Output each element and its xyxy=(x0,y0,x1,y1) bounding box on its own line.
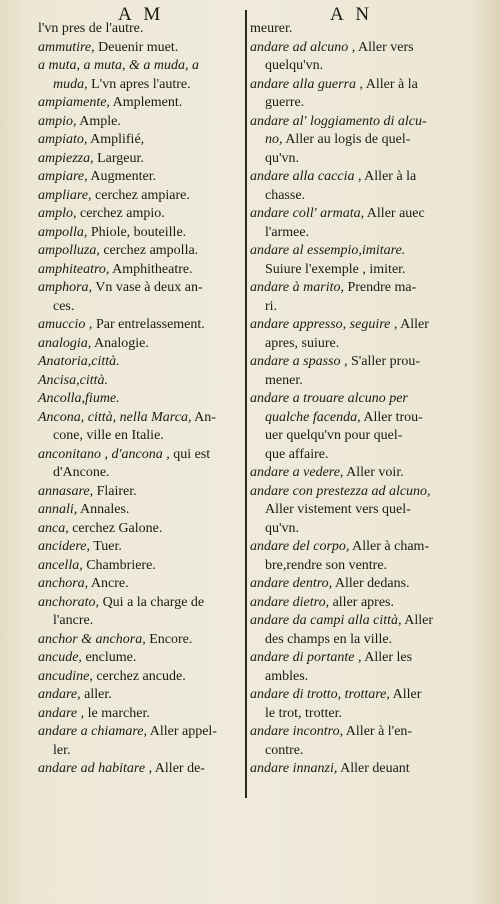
definition-text: Tuer. xyxy=(89,539,122,554)
headword: anchora, xyxy=(38,576,89,591)
definition-text: An- xyxy=(191,409,216,425)
dictionary-line xyxy=(250,649,455,668)
dictionary-line xyxy=(38,279,243,298)
definition-text: Prendre ma- xyxy=(343,280,417,295)
headword: andare del corpo, xyxy=(250,539,350,554)
running-head-right: A N xyxy=(330,4,374,25)
definition-text: aller. xyxy=(80,687,112,702)
dictionary-line xyxy=(38,372,243,391)
dictionary-line xyxy=(38,39,243,58)
definition-text: qu'vn. xyxy=(265,150,300,166)
dictionary-line xyxy=(250,335,455,354)
definition-text: le marcher. xyxy=(84,705,150,721)
definition-text: mener. xyxy=(265,372,303,388)
dictionary-line xyxy=(250,520,455,539)
column-divider xyxy=(245,10,247,798)
dictionary-line xyxy=(250,538,455,557)
dictionary-line xyxy=(38,298,243,317)
dictionary-line xyxy=(250,575,455,594)
dictionary-line xyxy=(250,631,455,650)
definition-text: Flairer. xyxy=(93,483,137,499)
definition-text: Aller à cham- xyxy=(349,539,430,554)
dictionary-line xyxy=(38,742,243,761)
headword: analogia, xyxy=(38,335,92,351)
left-column xyxy=(38,20,243,779)
headword: amphora, xyxy=(38,280,93,295)
dictionary-line xyxy=(250,261,455,280)
dictionary-line xyxy=(38,224,243,243)
dictionary-line xyxy=(250,205,455,224)
headword: qualche facenda, xyxy=(265,409,361,425)
dictionary-line xyxy=(250,113,455,132)
headword: andare di trotto, trottare, xyxy=(250,687,390,702)
definition-text: Aller vistement vers quel- xyxy=(265,502,411,517)
headword: andare dietro, xyxy=(250,594,330,610)
definition-text: Aller voir. xyxy=(343,465,404,480)
dictionary-line xyxy=(38,575,243,594)
dictionary-line xyxy=(250,390,455,409)
definition-text: cerchez ancude. xyxy=(92,668,186,684)
definition-text: d'Ancone. xyxy=(53,465,110,480)
definition-text: ri. xyxy=(265,298,278,314)
definition-text: Phiole, bouteille. xyxy=(87,224,187,240)
definition-text: Ancre. xyxy=(88,576,129,591)
dictionary-line xyxy=(38,427,243,446)
dictionary-line xyxy=(38,483,243,502)
dictionary-line xyxy=(250,668,455,687)
dictionary-line xyxy=(250,39,455,58)
dictionary-line xyxy=(38,131,243,150)
dictionary-line xyxy=(250,612,455,631)
headword: ancidere, xyxy=(38,539,90,554)
dictionary-line xyxy=(250,316,455,335)
headword: a muta, a muta, & a muda, a xyxy=(38,58,199,73)
dictionary-line xyxy=(38,686,243,705)
dictionary-line xyxy=(38,168,243,187)
definition-text: uer quelqu'vn pour quel- xyxy=(265,428,403,443)
dictionary-line xyxy=(250,242,455,261)
definition-text: ces. xyxy=(53,298,75,314)
dictionary-line xyxy=(38,723,243,742)
headword: andare a spasso , xyxy=(250,354,348,369)
dictionary-line xyxy=(38,335,243,354)
definition-text: Aller au logis de quel- xyxy=(282,132,411,147)
definition-text: ambles. xyxy=(265,668,309,684)
headword: andare dentro, xyxy=(250,576,333,591)
dictionary-line xyxy=(38,594,243,613)
dictionary-line xyxy=(38,205,243,224)
headword: ampiare, xyxy=(38,169,88,184)
headword: ammutire, xyxy=(38,39,95,55)
definition-text: Par entrelassement. xyxy=(92,317,205,332)
headword: andare alla guerra , xyxy=(250,76,364,92)
definition-text: Ample. xyxy=(76,113,121,129)
definition-text: Annales. xyxy=(77,502,130,517)
definition-text: cerchez ampolla. xyxy=(99,243,199,258)
headword: andare al essempio,imitare. xyxy=(250,243,406,258)
headword: andare à marito, xyxy=(250,280,344,295)
dictionary-line xyxy=(38,409,243,428)
definition-text: S'aller prou- xyxy=(347,354,421,369)
headword: andare a chiamare, xyxy=(38,724,147,739)
headword: Ancisa,città. xyxy=(38,372,108,388)
dictionary-line xyxy=(250,464,455,483)
dictionary-line xyxy=(250,224,455,243)
definition-text: l'ancre. xyxy=(53,613,94,628)
definition-text: Vn vase à deux an- xyxy=(92,280,203,295)
headword: andare di portante , xyxy=(250,650,362,665)
dictionary-line xyxy=(38,705,243,724)
headword: ampolla, xyxy=(38,224,88,240)
definition-text: Largeur. xyxy=(93,150,144,166)
headword: anconitano , d'ancona , xyxy=(38,446,170,462)
dictionary-line xyxy=(38,557,243,576)
dictionary-line xyxy=(250,76,455,95)
dictionary-line xyxy=(250,20,455,39)
definition-text: cerchez ampio. xyxy=(76,206,165,221)
headword: andare innanzi, xyxy=(250,761,338,776)
headword: ampiamente, xyxy=(38,95,110,110)
definition-text: apres, suiure. xyxy=(265,335,340,351)
definition-text: Aller de- xyxy=(152,761,205,776)
dictionary-line xyxy=(250,501,455,520)
definition-text: Analogie. xyxy=(91,335,149,351)
definition-text: cerchez Galone. xyxy=(68,520,163,536)
dictionary-line xyxy=(250,686,455,705)
dictionary-line xyxy=(250,427,455,446)
headword: annali, xyxy=(38,502,78,517)
definition-text: l'armee. xyxy=(265,224,310,240)
headword: andare ad alcuno , xyxy=(250,39,356,55)
definition-text: Aller deuant xyxy=(337,761,410,776)
definition-text: Aller xyxy=(401,613,434,628)
dictionary-line xyxy=(250,372,455,391)
dictionary-line xyxy=(38,612,243,631)
definition-text: Aller à l'en- xyxy=(343,724,413,739)
headword: ampio, xyxy=(38,113,77,129)
definition-text: aller apres. xyxy=(329,594,394,610)
headword: andare con prestezza ad alcuno, xyxy=(250,483,431,499)
definition-text: ler. xyxy=(53,742,71,758)
definition-text: Aller trou- xyxy=(360,409,423,425)
dictionary-line xyxy=(38,390,243,409)
dictionary-line xyxy=(38,150,243,169)
dictionary-line xyxy=(38,464,243,483)
dictionary-line xyxy=(38,538,243,557)
definition-text: Aller à la xyxy=(361,169,417,184)
dictionary-line xyxy=(250,409,455,428)
dictionary-line xyxy=(250,760,455,779)
definition-text: Aller à la xyxy=(363,76,418,92)
dictionary-line xyxy=(38,261,243,280)
headword: anchorato, xyxy=(38,594,100,610)
headword: amuccio , xyxy=(38,317,93,332)
headword: Ancona, città, nella Marca, xyxy=(38,409,192,425)
definition-text: le trot, trotter. xyxy=(265,705,342,721)
headword: ancudine, xyxy=(38,668,93,684)
headword: no, xyxy=(265,132,283,147)
definition-text: Aller les xyxy=(361,650,413,665)
definition-text: qu'vn. xyxy=(265,520,300,536)
dictionary-line xyxy=(250,723,455,742)
dictionary-line xyxy=(38,57,243,76)
definition-text: Aller dedans. xyxy=(332,576,410,591)
dictionary-line xyxy=(38,316,243,335)
dictionary-line xyxy=(250,150,455,169)
definition-text: Amplifié, xyxy=(87,132,145,147)
definition-text: des champs en la ville. xyxy=(265,631,393,647)
dictionary-line xyxy=(250,446,455,465)
definition-text: quelqu'vn. xyxy=(265,58,324,73)
dictionary-line xyxy=(250,594,455,613)
headword: anchor & anchora, xyxy=(38,631,146,647)
definition-text: L'vn apres l'autre. xyxy=(87,76,191,92)
headword: andare coll' armata, xyxy=(250,206,365,221)
definition-text: cerchez ampiare. xyxy=(91,187,190,203)
dictionary-line xyxy=(250,557,455,576)
definition-text: bre,rendre son ventre. xyxy=(265,557,388,573)
dictionary-line xyxy=(38,446,243,465)
dictionary-line xyxy=(38,649,243,668)
definition-text: cone, ville en Italie. xyxy=(53,428,164,443)
headword: andare appresso, seguire , xyxy=(250,317,398,332)
headword: ancude, xyxy=(38,650,82,665)
definition-text: Aller auec xyxy=(364,206,425,221)
headword: andare da campi alla città, xyxy=(250,613,402,628)
definition-text: qui est xyxy=(169,446,211,462)
definition-text: Aller vers xyxy=(355,39,414,55)
headword: ampiezza, xyxy=(38,150,94,166)
definition-text: Qui a la charge de xyxy=(99,594,205,610)
headword: andare , xyxy=(38,705,85,721)
headword: andare a vedere, xyxy=(250,465,344,480)
definition-text: Amplement. xyxy=(109,95,183,110)
dictionary-line xyxy=(250,353,455,372)
dictionary-line xyxy=(250,168,455,187)
definition-text: contre. xyxy=(265,742,304,758)
dictionary-line xyxy=(250,483,455,502)
dictionary-line xyxy=(38,501,243,520)
headword: Ancolla,fiume. xyxy=(38,391,120,406)
dictionary-line xyxy=(38,353,243,372)
headword: annasare, xyxy=(38,483,94,499)
dictionary-line xyxy=(250,187,455,206)
headword: andare alla caccia , xyxy=(250,169,362,184)
dictionary-line xyxy=(38,520,243,539)
dictionary-line xyxy=(250,279,455,298)
dictionary-line xyxy=(250,742,455,761)
dictionary-line xyxy=(38,760,243,779)
headword: Anatoria,città. xyxy=(38,354,120,369)
definition-text: enclume. xyxy=(81,650,137,665)
definition-text: l'vn pres de l'autre. xyxy=(38,21,144,36)
definition-text: guerre. xyxy=(265,95,305,110)
dictionary-line xyxy=(38,668,243,687)
definition-text: que affaire. xyxy=(265,446,329,462)
dictionary-line xyxy=(250,94,455,113)
headword: ampolluza, xyxy=(38,243,100,258)
headword: amphiteatro, xyxy=(38,261,110,277)
dictionary-line xyxy=(38,20,243,39)
headword: andare ad habitare , xyxy=(38,761,153,776)
definition-text: Encore. xyxy=(145,631,193,647)
dictionary-line xyxy=(38,113,243,132)
definition-text: Aller xyxy=(389,687,422,702)
definition-text: Chambriere. xyxy=(82,557,156,573)
definition-text: Deuenir muet. xyxy=(94,39,179,55)
dictionary-line xyxy=(38,631,243,650)
definition-text: Suiure l'exemple , imiter. xyxy=(265,261,406,277)
right-column xyxy=(250,20,455,779)
definition-text: Aller appel- xyxy=(147,724,217,739)
headword: ampliare, xyxy=(38,187,92,203)
dictionary-line xyxy=(38,94,243,113)
headword: ancella, xyxy=(38,557,83,573)
definition-text: chasse. xyxy=(265,187,306,203)
headword: anca, xyxy=(38,520,69,536)
dictionary-line xyxy=(38,187,243,206)
headword: amplo, xyxy=(38,206,77,221)
dictionary-line xyxy=(250,131,455,150)
headword: andare incontro, xyxy=(250,724,344,739)
dictionary-line xyxy=(250,705,455,724)
definition-text: Augmenter. xyxy=(87,169,157,184)
headword: andare a trouare alcuno per xyxy=(250,391,408,406)
headword: andare al' loggiamento di alcu- xyxy=(250,113,427,129)
headword: ampiato, xyxy=(38,132,88,147)
headword: andare, xyxy=(38,687,81,702)
headword: muda, xyxy=(53,76,88,92)
dictionary-line xyxy=(250,298,455,317)
running-head-left: A M xyxy=(118,4,165,25)
dictionary-line xyxy=(250,57,455,76)
definition-text: Amphitheatre. xyxy=(109,261,193,277)
dictionary-line xyxy=(38,76,243,95)
dictionary-line xyxy=(38,242,243,261)
definition-text: meurer. xyxy=(250,21,293,36)
definition-text: Aller xyxy=(397,317,429,332)
